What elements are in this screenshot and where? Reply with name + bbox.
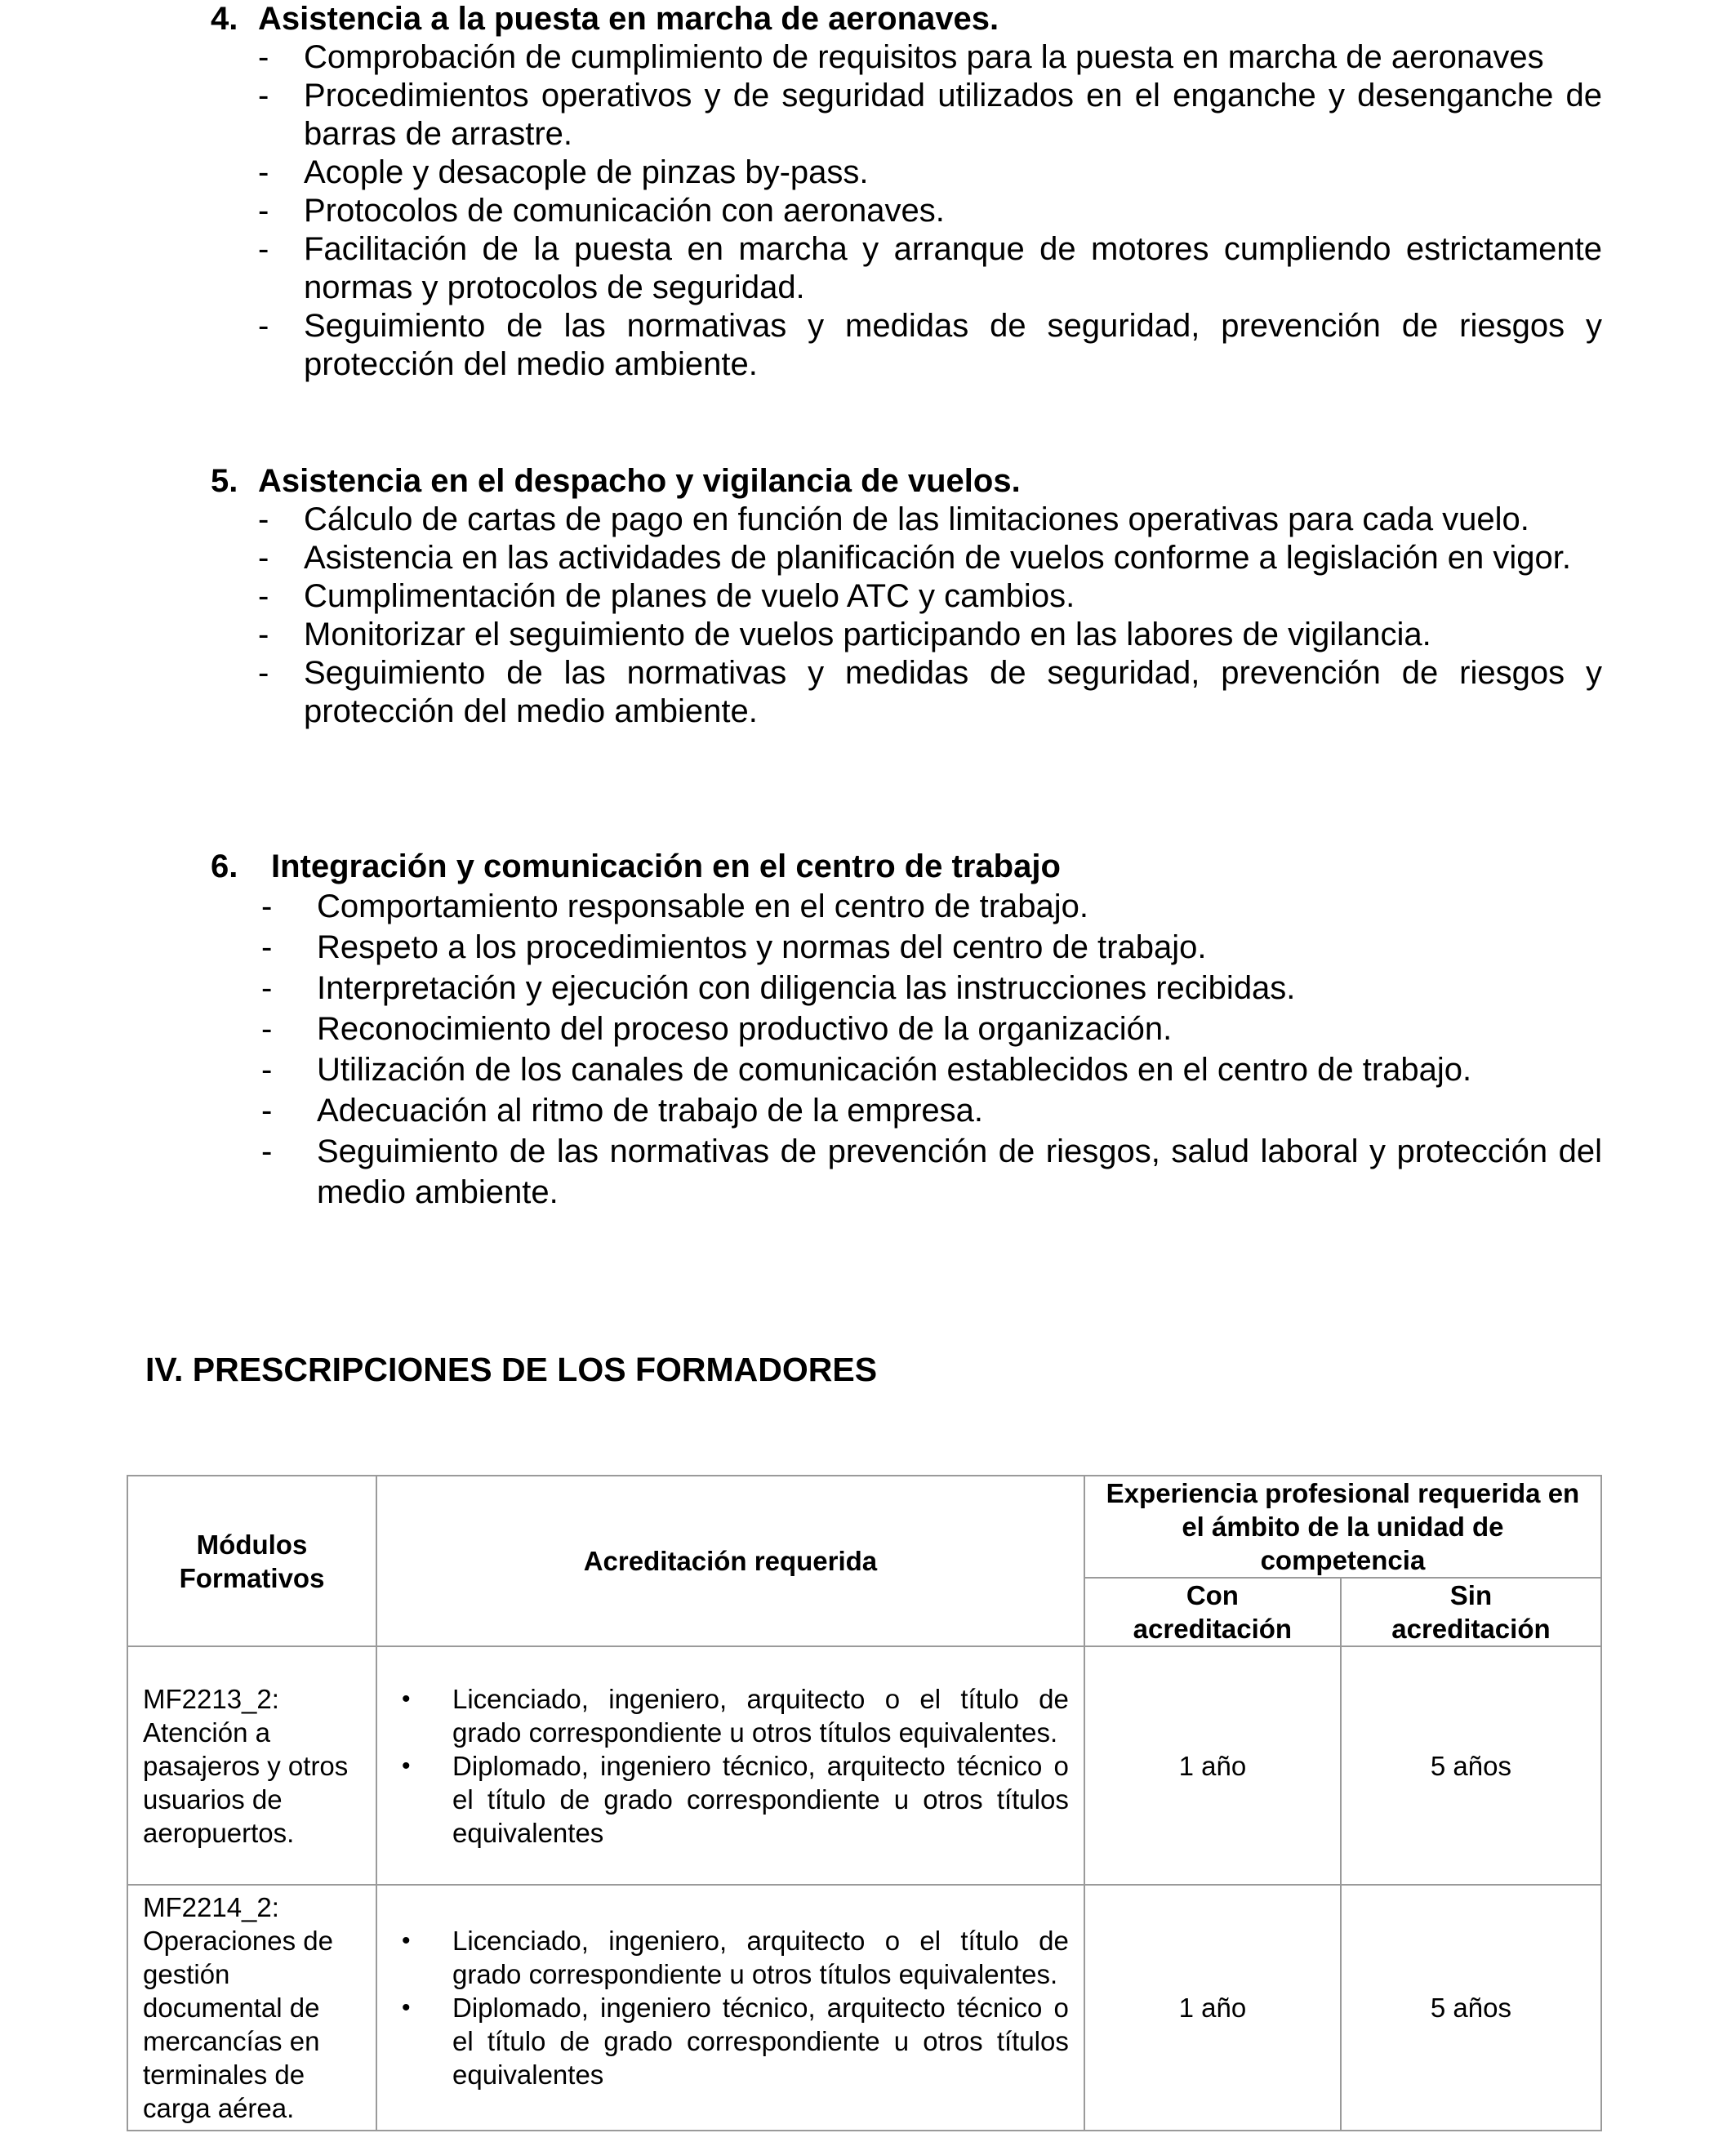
list-item-text: Diplomado, ingeniero técnico, arquitecto técnico o el título de grado correspondiente u otros títulos equivalentes [452, 1750, 1069, 1848]
accreditation-list [394, 1924, 1069, 2091]
list-item [211, 886, 1602, 927]
section-number: 6. [211, 848, 238, 884]
dash-mark: - [258, 78, 269, 114]
dash-mark: - [258, 617, 269, 652]
module-cell: MF2213_2: Atención a pasajeros y otros usuarios de aeropuertos. [127, 1646, 376, 1885]
section-title [211, 462, 1602, 501]
header-modulos: Módulos Formativos [127, 1476, 376, 1646]
list-item [394, 1749, 1069, 1850]
section-title-text: Integración y comunicación en el centro de trabajo [271, 848, 1061, 884]
dash-mark: - [258, 501, 269, 537]
list-item-text: Diplomado, ingeniero técnico, arquitecto técnico o el título de grado correspondiente u otros títulos equivalentes [452, 1993, 1069, 2090]
list-item [394, 1924, 1069, 1991]
section-title [211, 848, 1602, 886]
list-item-text: Procedimientos operativos y de seguridad utilizados en el enganche y desenganche de barras de arrastre. [304, 78, 1602, 152]
bullet-mark: • [402, 1685, 411, 1712]
list-item-text: Adecuación al ritmo de trabajo de la empresa. [317, 1093, 984, 1129]
bullet-mark: • [402, 1994, 411, 2021]
list-item [211, 539, 1602, 577]
prescriptions-table [127, 1475, 1602, 2131]
list-item-text: Facilitación de la puesta en marcha y arranque de motores cumpliendo estrictamente normas y protocolos de seguridad. [304, 231, 1602, 305]
list-item [211, 154, 1602, 192]
accreditation-cell [376, 1885, 1084, 2131]
list-item-text: Seguimiento de las normativas y medidas de seguridad, prevención de riesgos y protección del medio ambiente. [304, 308, 1602, 382]
section-title-text: Asistencia a la puesta en marcha de aeronaves. [258, 1, 999, 37]
list-item-text: Cálculo de cartas de pago en función de las limitaciones operativas para cada vuelo. [304, 501, 1529, 537]
dash-mark: - [258, 231, 269, 267]
header-experiencia: Experiencia profesional requerida en el ámbito de la unidad de competencia [1084, 1476, 1601, 1578]
dash-mark: - [261, 1093, 273, 1129]
dash-mark: - [258, 39, 269, 75]
section-item-list [211, 501, 1602, 731]
list-item [394, 1991, 1069, 2091]
list-item-text: Monitorizar el seguimiento de vuelos participando en las labores de vigilancia. [304, 617, 1431, 652]
list-item [211, 1090, 1602, 1131]
list-item [211, 968, 1602, 1009]
list-item-text: Seguimiento de las normativas de prevención de riesgos, salud laboral y protección del medio ambiente. [317, 1133, 1602, 1210]
experience-with-accreditation: 1 año [1084, 1885, 1341, 2131]
dash-mark: - [261, 888, 273, 924]
section-number: 4. [211, 1, 238, 37]
list-item-text: Respeto a los procedimientos y normas del centro de trabajo. [317, 929, 1207, 965]
section-title [211, 0, 1602, 38]
accreditation-list [394, 1682, 1069, 1850]
header-acreditacion: Acreditación requerida [376, 1476, 1084, 1646]
dash-mark: - [261, 1133, 273, 1169]
list-item [211, 577, 1602, 616]
list-item-text: Cumplimentación de planes de vuelo ATC y cambios. [304, 578, 1075, 614]
section-5 [211, 462, 1602, 731]
list-item [211, 1131, 1602, 1213]
section-item-list [211, 886, 1602, 1213]
experience-without-accreditation: 5 años [1341, 1646, 1601, 1885]
list-item-text: Licenciado, ingeniero, arquitecto o el título de grado correspondiente u otros títulos equivalentes. [452, 1926, 1069, 1989]
accreditation-cell [376, 1646, 1084, 1885]
section-item-list [211, 38, 1602, 384]
list-item [211, 77, 1602, 154]
list-item-text: Acople y desacople de pinzas by-pass. [304, 154, 869, 190]
list-item [211, 616, 1602, 654]
bullet-mark: • [402, 1752, 411, 1779]
list-item-text: Seguimiento de las normativas y medidas de seguridad, prevención de riesgos y protección del medio ambiente. [304, 655, 1602, 729]
list-item-text: Licenciado, ingeniero, arquitecto o el título de grado correspondiente u otros títulos equivalentes. [452, 1683, 1069, 1748]
list-item-text: Interpretación y ejecución con diligencia las instrucciones recibidas. [317, 970, 1296, 1006]
list-item-text: Comportamiento responsable en el centro de trabajo. [317, 888, 1088, 924]
list-item-text: Reconocimiento del proceso productivo de la organización. [317, 1011, 1173, 1047]
section-number: 5. [211, 463, 238, 499]
dash-mark: - [258, 154, 269, 190]
dash-mark: - [258, 655, 269, 691]
list-item-text: Utilización de los canales de comunicación establecidos en el centro de trabajo. [317, 1052, 1472, 1088]
table-row [127, 1646, 1601, 1885]
list-item-text: Comprobación de cumplimiento de requisitos para la puesta en marcha de aeronaves [304, 39, 1544, 75]
section-title-text: Asistencia en el despacho y vigilancia de vuelos. [258, 463, 1021, 499]
list-item [211, 38, 1602, 77]
dash-mark: - [261, 1011, 273, 1047]
section-4 [211, 0, 1602, 384]
section-6 [211, 848, 1602, 1213]
list-item [211, 192, 1602, 230]
list-item-text: Asistencia en las actividades de planificación de vuelos conforme a legislación en vigor. [304, 540, 1572, 576]
dash-mark: - [258, 578, 269, 614]
list-item [394, 1682, 1069, 1749]
dash-mark: - [258, 540, 269, 576]
experience-without-accreditation: 5 años [1341, 1885, 1601, 2131]
list-item [211, 230, 1602, 307]
list-item [211, 307, 1602, 384]
dash-mark: - [258, 193, 269, 229]
bullet-mark: • [402, 1927, 411, 1954]
header-sin-acreditacion: Sin acreditación [1341, 1578, 1601, 1646]
list-item-text: Protocolos de comunicación con aeronaves. [304, 193, 945, 229]
module-cell: MF2214_2: Operaciones de gestión documental de mercancías en terminales de carga aérea. [127, 1885, 376, 2131]
dash-mark: - [261, 970, 273, 1006]
list-item [211, 1009, 1602, 1049]
list-item [211, 654, 1602, 731]
dash-mark: - [261, 1052, 273, 1088]
header-con-acreditacion: Con acreditación [1084, 1578, 1341, 1646]
table-row [127, 1885, 1601, 2131]
section-heading-iv: IV. PRESCRIPCIONES DE LOS FORMADORES [145, 1351, 878, 1388]
list-item [211, 1049, 1602, 1090]
experience-with-accreditation: 1 año [1084, 1646, 1341, 1885]
dash-mark: - [258, 308, 269, 344]
dash-mark: - [261, 929, 273, 965]
list-item [211, 927, 1602, 968]
list-item [211, 501, 1602, 539]
